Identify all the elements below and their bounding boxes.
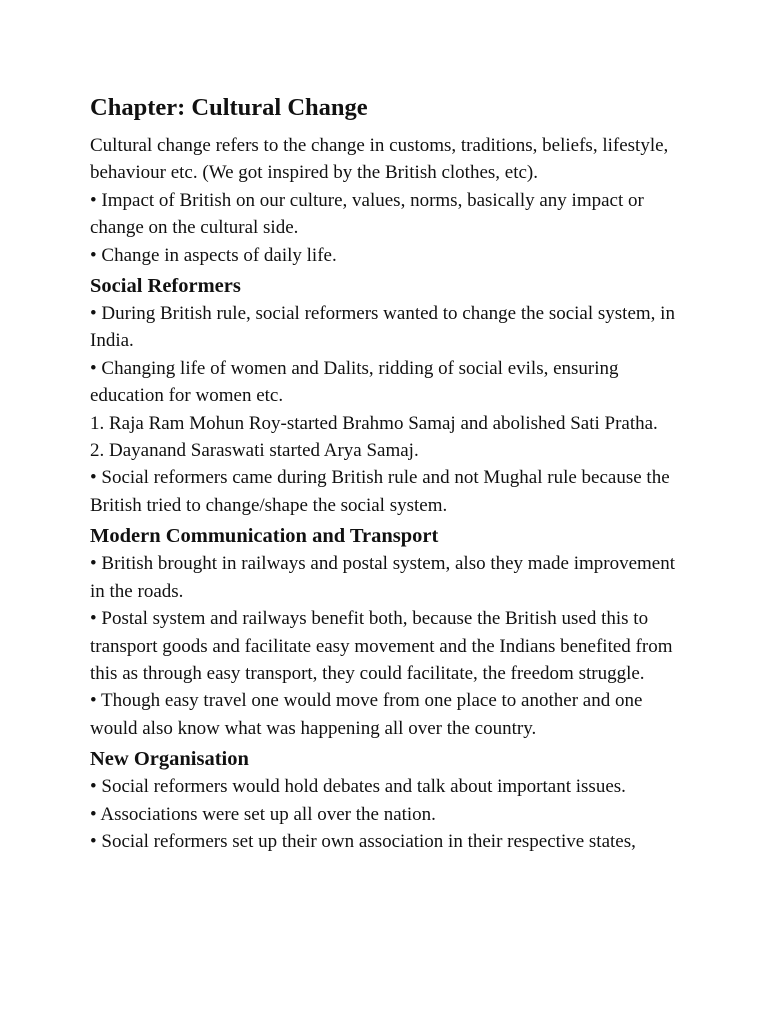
- communication-paragraph-2: • Postal system and railways benefit both, because the British used this to transport goods and facilitate easy movement and the Indians benefited from this as through easy transport, they could facilitate, the freedom struggle.: [90, 608, 673, 684]
- intro-paragraph-1: Cultural change refers to the change in customs, traditions, beliefs, lifestyle, behaviour etc. (We got inspired by the British clothes, etc).: [90, 135, 669, 184]
- social-reformers-paragraph-1: • During British rule, social reformers wanted to change the social system, in India.: [90, 303, 675, 352]
- social-reformers-paragraph-2: • Changing life of women and Dalits, ridding of social evils, ensuring education for women etc.: [90, 357, 619, 407]
- social-reformers-paragraph-5: • Social reformers came during British rule and not Mughal rule because the British tried to change/shape the social system.: [90, 467, 670, 516]
- social-reformers-paragraph-4: 2. Dayanand Saraswati started Arya Samaj.: [90, 440, 419, 462]
- section-heading-new-organisation: New Organisation: [90, 748, 249, 771]
- organisation-paragraph-3: • Social reformers set up their own association in their respective states,: [90, 830, 636, 852]
- section-heading-communication-transport: Modern Communication and Transport: [90, 525, 439, 548]
- communication-paragraph-3: • Though easy travel one would move from one place to another and one would also know what was happening all over the country.: [90, 690, 643, 739]
- organisation-paragraph-1: • Social reformers would hold debates and talk about important issues.: [90, 776, 626, 798]
- chapter-title: Chapter: Cultural Change: [90, 94, 368, 121]
- intro-paragraph-3: • Change in aspects of daily life.: [90, 244, 337, 266]
- section-heading-social-reformers: Social Reformers: [90, 275, 241, 298]
- organisation-paragraph-2: • Associations were set up all over the nation.: [90, 803, 436, 825]
- intro-paragraph-2: • Impact of British on our culture, values, norms, basically any impact or change on the cultural side.: [90, 189, 644, 239]
- document-page: [90, 92, 690, 855]
- communication-paragraph-1: • British brought in railways and postal system, also they made improvement in the roads.: [90, 553, 676, 602]
- social-reformers-paragraph-3: 1. Raja Ram Mohun Roy-started Brahmo Samaj and abolished Sati Pratha.: [90, 412, 658, 434]
